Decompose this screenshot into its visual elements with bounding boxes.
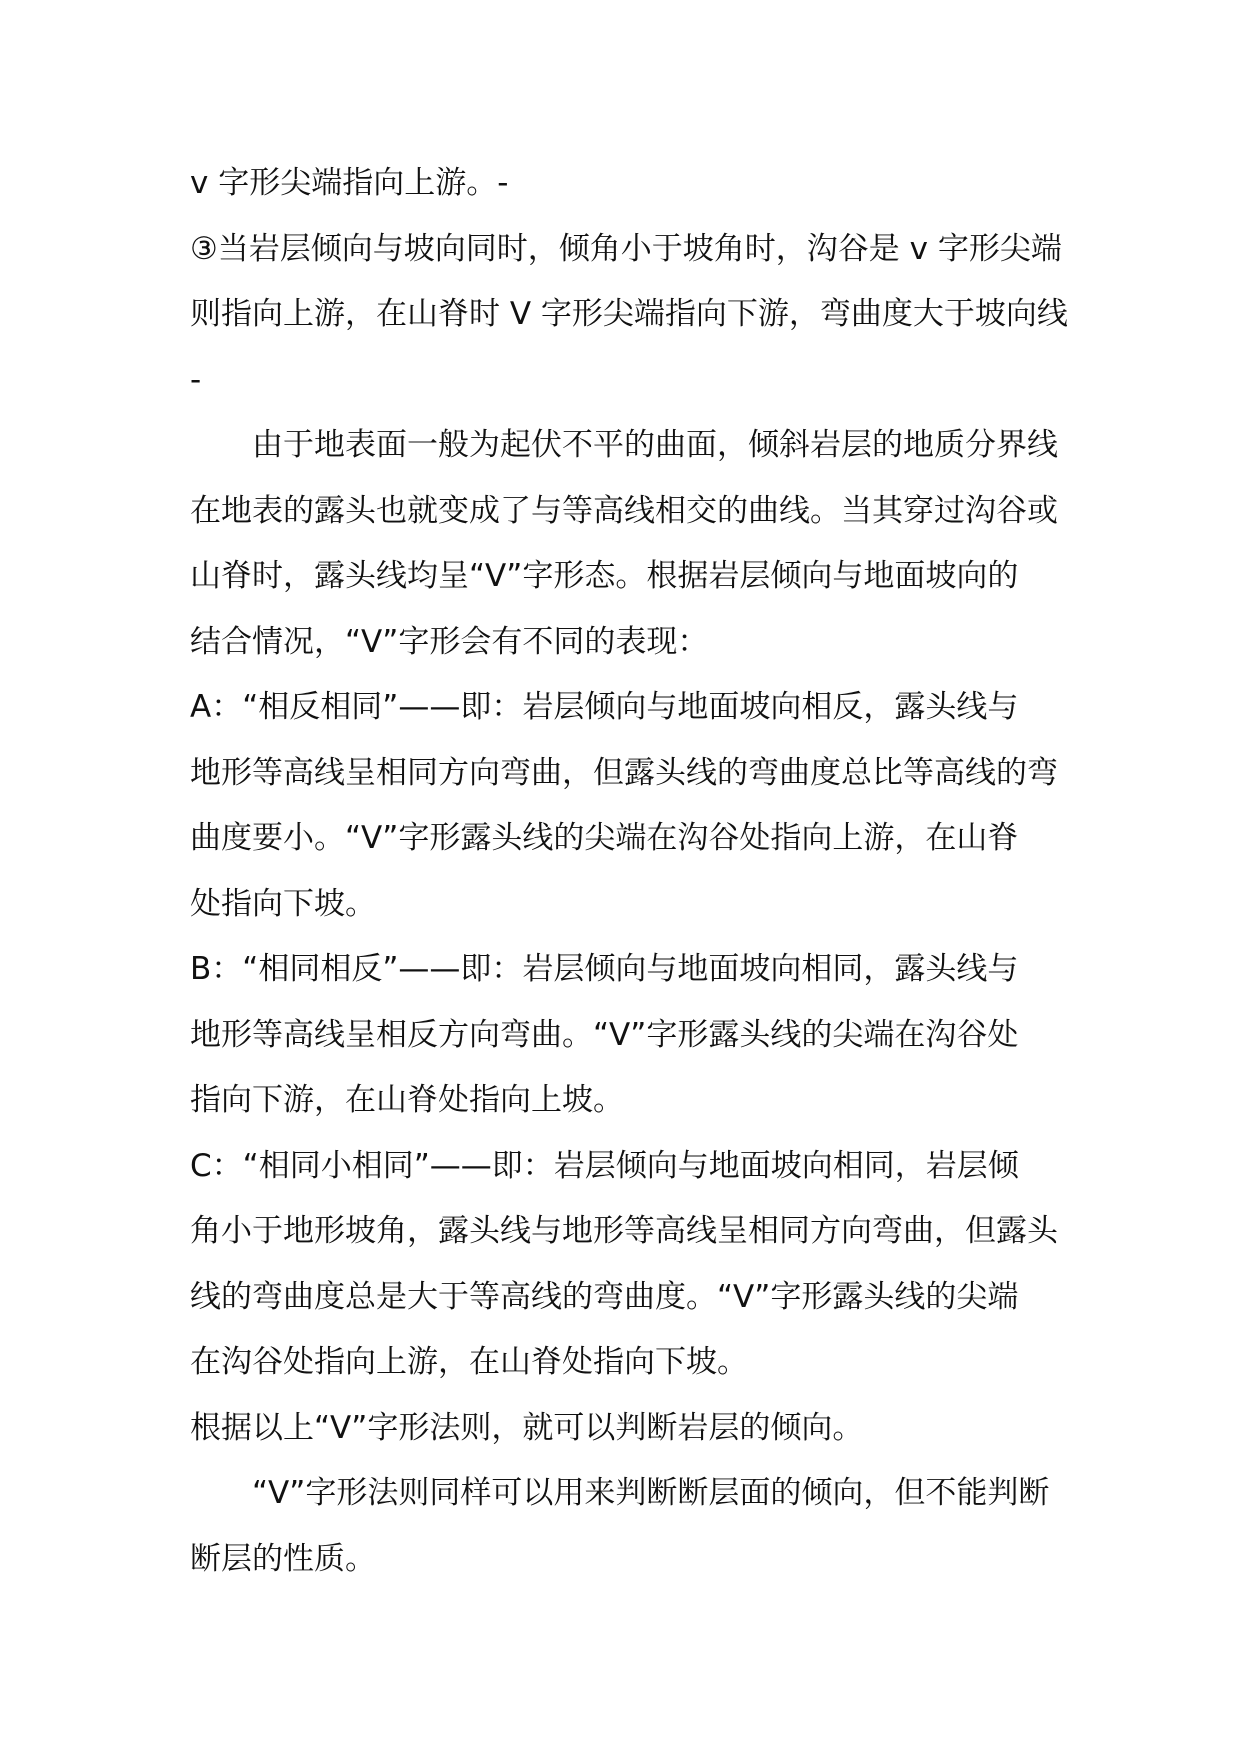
- document-body: [190, 151, 1080, 1592]
- text-line: 指向下游，在山脊处指向上坡。: [190, 1082, 624, 1118]
- text-line: -: [190, 361, 202, 398]
- paragraph-continuation: [190, 151, 1080, 217]
- text-line: “V”字形法则同样可以用来判断断层面的倾向，但不能判断: [252, 1475, 1050, 1511]
- paragraph-rule-a: [190, 675, 1080, 937]
- paragraph-item-3: [190, 217, 1080, 414]
- paragraph-rule-c: [190, 1134, 1080, 1396]
- text-line: 地形等高线呈相反方向弯曲。“V”字形露头线的尖端在沟谷处: [190, 1016, 1019, 1053]
- text-line: 由于地表面一般为起伏不平的曲面，倾斜岩层的地质分界线: [252, 427, 1058, 463]
- text-line: ③当岩层倾向与坡向同时，倾角小于坡角时，沟谷是 v 字形尖端: [190, 230, 1062, 267]
- text-line: 角小于地形坡角，露头线与地形等高线呈相同方向弯曲，但露头: [190, 1213, 1058, 1249]
- text-line: 则指向上游，在山脊时 V 字形尖端指向下游，弯曲度大于坡向线: [190, 296, 1068, 332]
- text-line: 曲度要小。“V”字形露头线的尖端在沟谷处指向上游，在山脊: [190, 820, 1019, 856]
- text-line: 根据以上“V”字形法则，就可以判断岩层的倾向。: [190, 1409, 864, 1446]
- text-line: 结合情况，“V”字形会有不同的表现：: [190, 623, 709, 660]
- text-line: A：“相反相同”——即：岩层倾向与地面坡向相反，露头线与: [190, 689, 1019, 725]
- text-line: 在地表的露头也就变成了与等高线相交的曲线。当其穿过沟谷或: [190, 492, 1058, 529]
- paragraph-intro: [190, 413, 1080, 675]
- text-line: 断层的性质。: [190, 1540, 376, 1577]
- paragraph-rule-b: [190, 937, 1080, 1134]
- text-line: B：“相同相反”——即：岩层倾向与地面坡向相同，露头线与: [190, 951, 1019, 987]
- text-line: 山脊时，露头线均呈“V”字形态。根据岩层倾向与地面坡向的: [190, 558, 1019, 594]
- text-line: v 字形尖端指向上游。-: [190, 165, 509, 201]
- text-line: 在沟谷处指向上游，在山脊处指向下坡。: [190, 1344, 748, 1380]
- paragraph-fault-note: [190, 1461, 1080, 1592]
- text-line: 处指向下坡。: [190, 885, 376, 922]
- text-line: 线的弯曲度总是大于等高线的弯曲度。“V”字形露头线的尖端: [190, 1278, 1019, 1315]
- paragraph-summary: [190, 1396, 1080, 1462]
- text-line: 地形等高线呈相同方向弯曲，但露头线的弯曲度总比等高线的弯: [190, 754, 1058, 791]
- text-line: C：“相同小相同”——即：岩层倾向与地面坡向相同，岩层倾: [190, 1147, 1019, 1184]
